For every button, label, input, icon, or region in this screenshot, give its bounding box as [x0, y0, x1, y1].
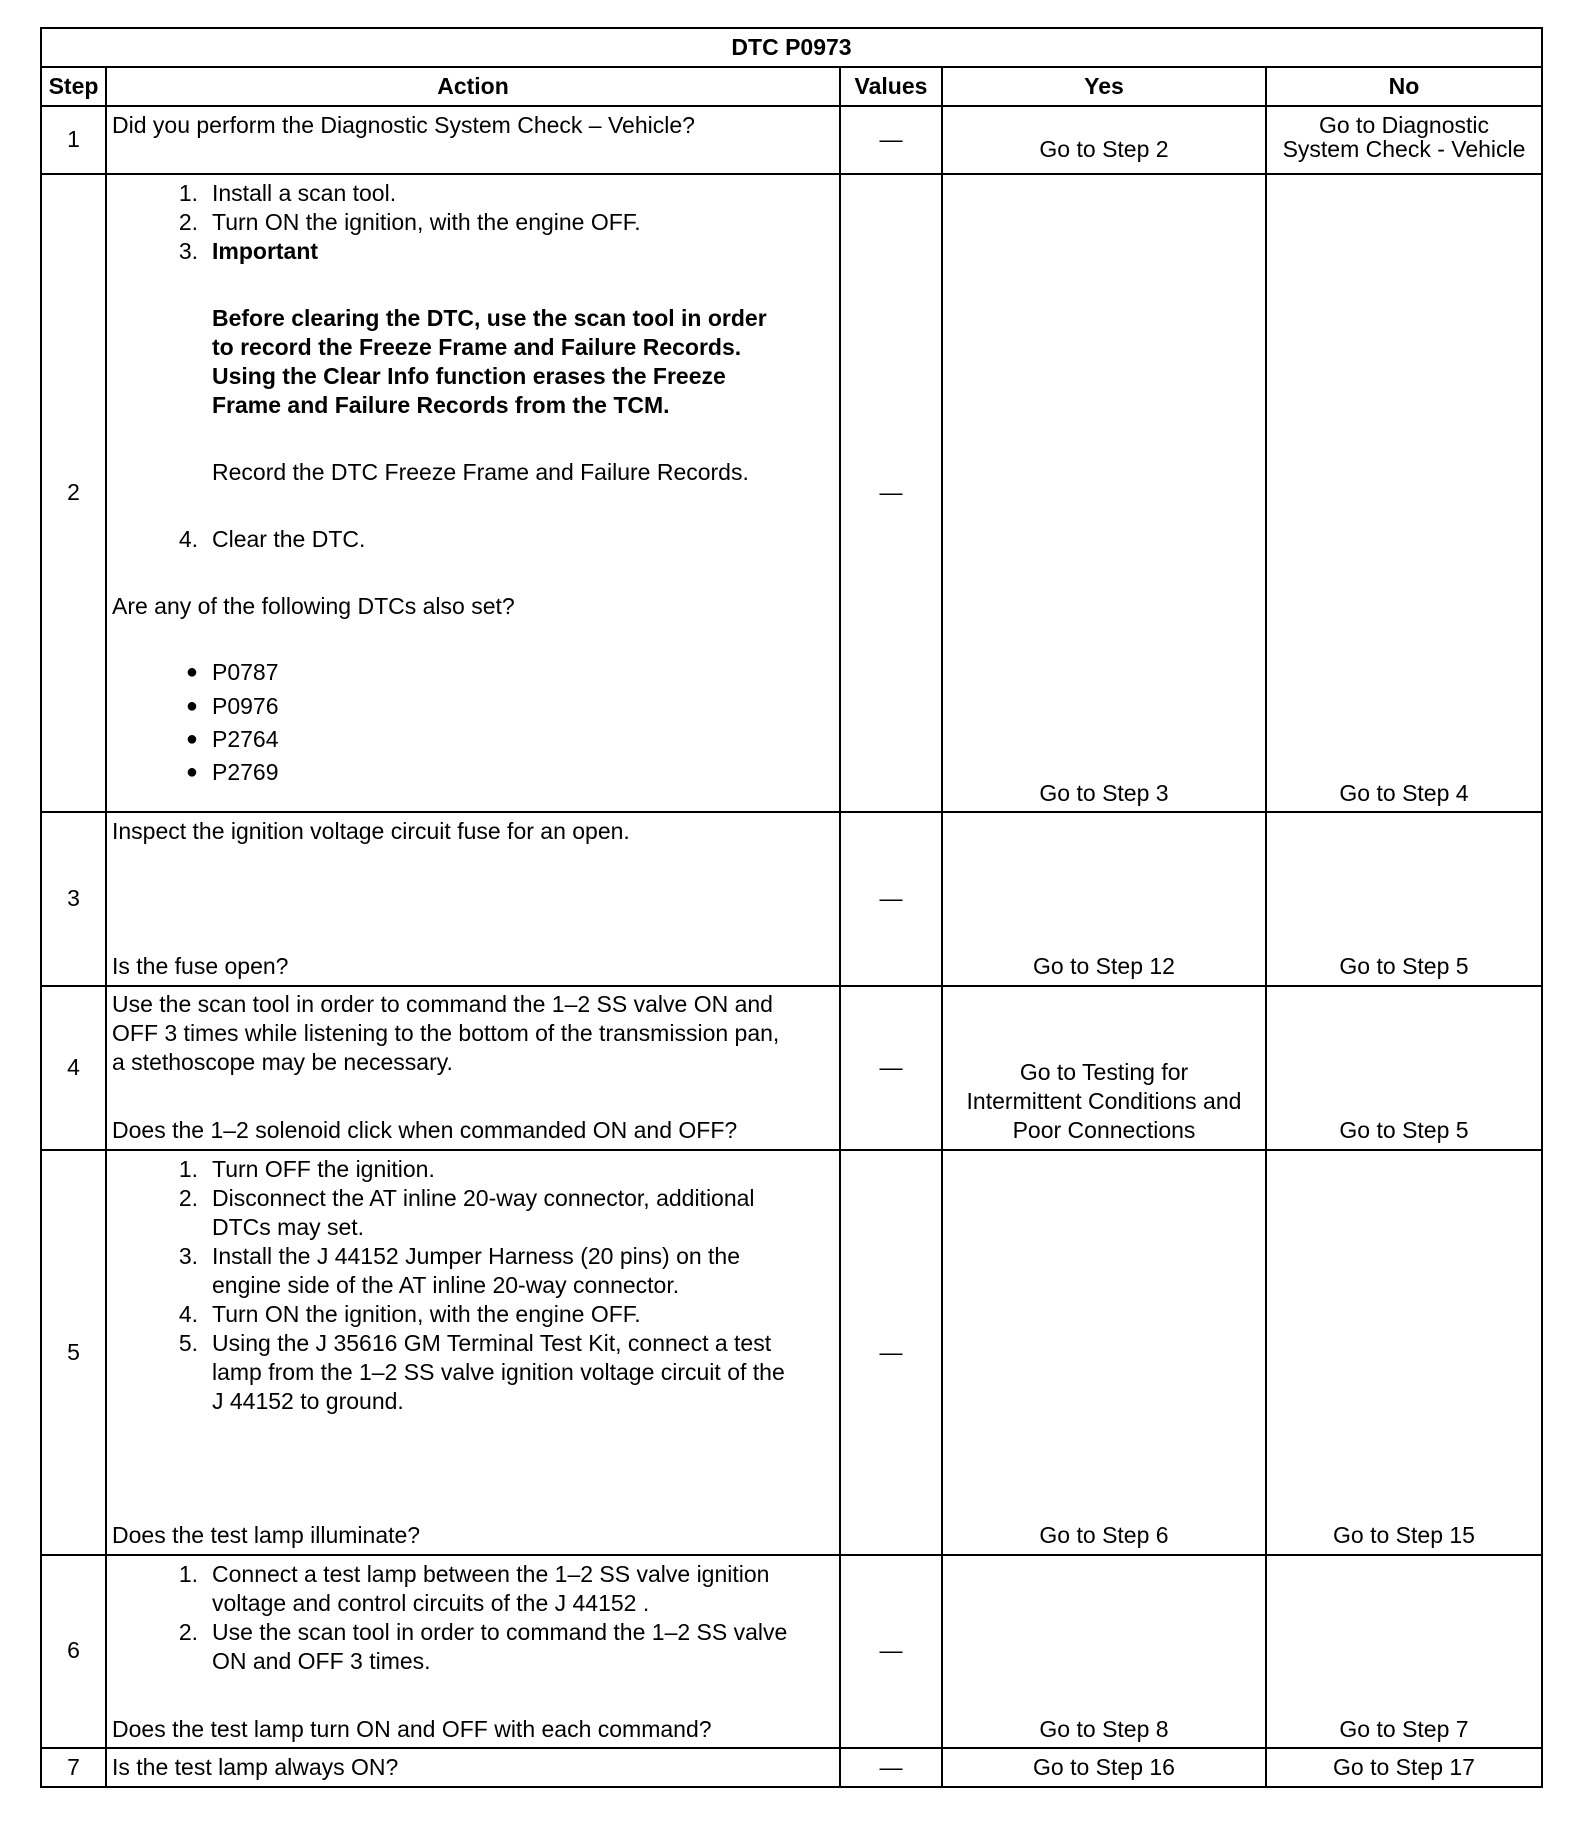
row5-item3-line1: Install the J 44152 Jumper Harness (20 pins) on the — [212, 1243, 741, 1269]
row2-item1-text: Install a scan tool. — [212, 180, 397, 206]
row7-step: 7 — [67, 1754, 80, 1780]
row2-yes: Go to Step 3 — [1039, 780, 1169, 806]
row2-no: Go to Step 4 — [1339, 780, 1469, 806]
row5-yes-cell — [941, 1149, 1267, 1556]
row5-item2-num: 2. — [178, 1185, 198, 1211]
row2-important-line2: to record the Freeze Frame and Failure Records. — [212, 334, 742, 360]
row2-dtc-2: P0976 — [212, 693, 279, 719]
row2-bullet-2: ● — [185, 695, 198, 717]
row2-item4-num: 4. — [178, 526, 198, 552]
row4-question: Does the 1–2 solenoid click when commanded ON and OFF? — [112, 1117, 738, 1143]
row5-item2-line1: Disconnect the AT inline 20-way connector, additional — [212, 1185, 755, 1211]
row5-values: — — [879, 1339, 903, 1365]
row2-item1-num: 1. — [178, 180, 198, 206]
row2-bullet-3: ● — [185, 728, 198, 750]
row4-action-line1: Use the scan tool in order to command the 1–2 SS valve ON and — [112, 991, 773, 1017]
dtc-diagnostic-table — [40, 27, 1543, 1818]
header-action: Action — [437, 73, 509, 99]
row1-values: — — [879, 126, 903, 152]
row5-item3-num: 3. — [178, 1243, 198, 1269]
row1-yes: Go to Step 2 — [1039, 136, 1169, 162]
row5-item1-line1: Turn OFF the ignition. — [212, 1156, 435, 1182]
row3-step: 3 — [67, 885, 80, 911]
header-yes: Yes — [1084, 73, 1124, 99]
row5-item4-line1: Turn ON the ignition, with the engine OFF. — [212, 1301, 641, 1327]
row4-action-line2: OFF 3 times while listening to the bottom of the transmission pan, — [112, 1020, 780, 1046]
row2-important-line3: Using the Clear Info function erases the Freeze — [212, 363, 726, 389]
row6-yes: Go to Step 8 — [1039, 1716, 1169, 1742]
row4-step: 4 — [67, 1054, 80, 1080]
row1-no-line1: Go to Diagnostic — [1318, 112, 1490, 138]
row2-important-heading: Important — [212, 238, 319, 264]
row2-item3-num: 3. — [178, 238, 198, 264]
row4-yes-line3: Poor Connections — [1012, 1117, 1196, 1143]
row2-step: 2 — [67, 479, 80, 505]
row2-important-line1: Before clearing the DTC, use the scan tool in order — [212, 305, 767, 331]
header-values: Values — [854, 73, 928, 99]
row3-yes: Go to Step 12 — [1033, 953, 1175, 979]
row4-values: — — [879, 1054, 903, 1080]
row6-question: Does the test lamp turn ON and OFF with each command? — [112, 1716, 712, 1742]
row2-no-cell — [1265, 173, 1543, 813]
row6-item2-line2: ON and OFF 3 times. — [212, 1648, 431, 1674]
row5-item2-line2: DTCs may set. — [212, 1214, 365, 1240]
row2-question: Are any of the following DTCs also set? — [112, 593, 515, 619]
row5-question: Does the test lamp illuminate? — [112, 1522, 421, 1548]
row5-no: Go to Step 15 — [1333, 1522, 1475, 1548]
row6-item1-line2: voltage and control circuits of the J 44152 . — [212, 1590, 650, 1616]
row2-values: — — [879, 479, 903, 505]
row2-dtc-4: P2769 — [212, 759, 279, 785]
row5-item3-line2: engine side of the AT inline 20-way connector. — [212, 1272, 680, 1298]
row2-item2-num: 2. — [178, 209, 198, 235]
header-step: Step — [48, 73, 99, 99]
row2-dtc-3: P2764 — [212, 726, 279, 752]
row4-yes-line2: Intermittent Conditions and — [966, 1088, 1242, 1114]
row5-item5-line2: lamp from the 1–2 SS valve ignition voltage circuit of the — [212, 1359, 785, 1385]
row5-step: 5 — [67, 1339, 80, 1365]
table-title: DTC P0973 — [731, 34, 852, 60]
row3-no: Go to Step 5 — [1339, 953, 1469, 979]
row4-action-line3: a stethoscope may be necessary. — [112, 1049, 453, 1075]
row6-item1-line1: Connect a test lamp between the 1–2 SS valve ignition — [212, 1561, 770, 1587]
row5-yes: Go to Step 6 — [1039, 1522, 1169, 1548]
row6-no: Go to Step 7 — [1339, 1716, 1469, 1742]
row7-action: Is the test lamp always ON? — [112, 1754, 399, 1780]
row1-no-line2: System Check - Vehicle — [1282, 136, 1526, 162]
row3-question: Is the fuse open? — [112, 953, 289, 979]
header-no: No — [1388, 73, 1420, 99]
row5-item1-num: 1. — [178, 1156, 198, 1182]
row5-item5-num: 5. — [178, 1330, 198, 1356]
row5-item4-num: 4. — [178, 1301, 198, 1327]
row7-yes: Go to Step 16 — [1033, 1754, 1175, 1780]
row6-item2-line1: Use the scan tool in order to command the 1–2 SS valve — [212, 1619, 788, 1645]
row3-action: Inspect the ignition voltage circuit fuse for an open. — [112, 818, 630, 844]
row1-action: Did you perform the Diagnostic System Check – Vehicle? — [112, 112, 695, 138]
row2-important-line4: Frame and Failure Records from the TCM. — [212, 392, 670, 418]
row5-item5-line3: J 44152 to ground. — [212, 1388, 404, 1414]
row5-item5-line1: Using the J 35616 GM Terminal Test Kit, connect a test — [212, 1330, 772, 1356]
row3-values: — — [879, 885, 903, 911]
row6-values: — — [879, 1637, 903, 1663]
row2-yes-cell — [941, 173, 1267, 813]
row2-item2-text: Turn ON the ignition, with the engine OFF. — [212, 209, 641, 235]
row4-no: Go to Step 5 — [1339, 1117, 1469, 1143]
row2-record-text: Record the DTC Freeze Frame and Failure Records. — [212, 459, 749, 485]
row4-yes-line1: Go to Testing for — [1019, 1059, 1189, 1085]
row7-no: Go to Step 17 — [1333, 1754, 1475, 1780]
row6-item2-num: 2. — [178, 1619, 198, 1645]
row2-dtc-1: P0787 — [212, 659, 279, 685]
row2-bullet-1: ● — [185, 661, 198, 683]
row2-bullet-4: ● — [185, 761, 198, 783]
row6-step: 6 — [67, 1637, 80, 1663]
row2-item4-text: Clear the DTC. — [212, 526, 366, 552]
row7-values: — — [879, 1754, 903, 1780]
row6-item1-num: 1. — [178, 1561, 198, 1587]
row5-no-cell — [1265, 1149, 1543, 1556]
row1-step: 1 — [67, 126, 80, 152]
